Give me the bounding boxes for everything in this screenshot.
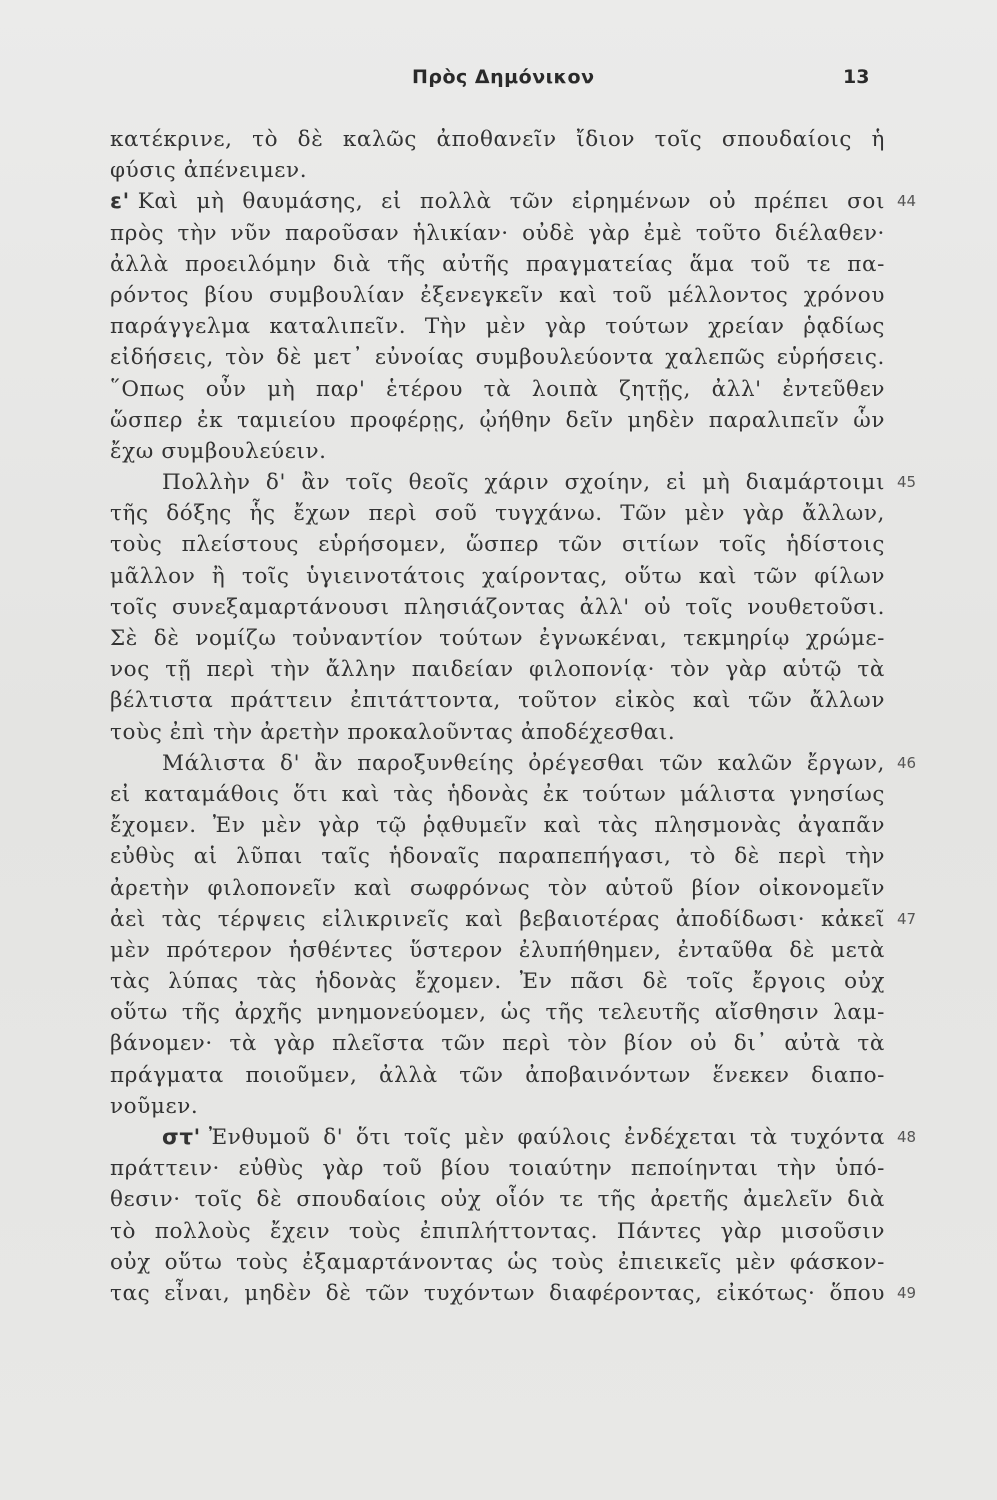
body-text <box>110 124 885 1309</box>
text-line <box>110 748 885 779</box>
line-text: θεσιν· τοῖς δὲ σπουδαίοις οὐχ οἷόν τε τῆς ἀρετῆς ἀμελεῖν διὰ <box>110 1187 885 1213</box>
text-line <box>110 467 885 498</box>
text-line <box>110 1278 885 1309</box>
line-text: πράττειν· εὐθὺς γὰρ τοῦ βίου τοιαύτην πεποίηνται τὴν ὑπό- <box>110 1156 885 1182</box>
margin-number: 47 <box>897 910 917 928</box>
line-text: ρόντος βίου συμβουλίαν ἐξενεγκεῖν καὶ τοῦ μέλλοντος χρόνου <box>110 282 885 308</box>
text-line <box>110 623 885 654</box>
line-text: πράγματα ποιοῦμεν, ἀλλὰ τῶν ἀποβαινόντων ἕνεκεν διαπο- <box>110 1062 885 1088</box>
line-text: παράγγελμα καταλιπεῖν. Τὴν μὲν γὰρ τούτων χρείαν ῥᾳδίως <box>110 314 885 340</box>
line-text: νος τῇ περὶ τὴν ἄλλην παιδείαν φιλοπονίᾳ· τὸν γὰρ αὑτῷ τὰ <box>110 657 885 683</box>
text-line <box>110 935 885 966</box>
text-line <box>110 1247 885 1278</box>
margin-number: 45 <box>897 473 917 492</box>
line-text: ὥσπερ ἐκ ταμιείου προφέρῃς, ᾠήθην δεῖν μηδὲν παραλιπεῖν ὧν <box>110 407 885 433</box>
line-text: βάνομεν· τὰ γὰρ πλεῖστα τῶν περὶ τὸν βίον οὐ δι᾽ αὐτὰ τὰ <box>110 1031 885 1057</box>
text-line <box>110 124 885 155</box>
line-text: τας εἶναι, μηδὲν δὲ τῶν τυχόντων διαφέροντας, εἰκότως· ὅπου <box>110 1280 885 1306</box>
line-text: Σὲ δὲ νομίζω τοὐναντίον τούτων ἐγνωκέναι, τεκμηρίῳ χρώμε- <box>110 626 885 651</box>
line-text: πρὸς τὴν νῦν παροῦσαν ἡλικίαν· οὐδὲ γὰρ ἐμὲ τοῦτο διέλαθεν· <box>110 220 885 246</box>
line-text: τοὺς πλείστους εὑρήσομεν, ὥσπερ τῶν σιτίων τοῖς ἡδίστοις <box>110 532 885 558</box>
line-text: ἔχω συμβουλεύειν. <box>110 438 327 464</box>
text-line <box>110 654 885 685</box>
text-line <box>110 374 885 405</box>
line-text: εἰ καταμάθοις ὅτι καὶ τὰς ἡδονὰς ἐκ τούτων μάλιστα γνησίως <box>110 781 885 807</box>
text-line <box>110 1028 885 1059</box>
line-text: κατέκρινε, τὸ δὲ καλῶς ἀποθανεῖν ἴδιον τοῖς σπουδαίοις ἡ <box>110 127 885 152</box>
text-line <box>110 810 885 841</box>
line-text: βέλτιστα πράττειν ἐπιτάττοντα, τοῦτον εἰκὸς καὶ τῶν ἄλλων <box>110 688 885 714</box>
line-text: ἔχομεν. Ἐν μὲν γὰρ τῷ ῥᾳθυμεῖν καὶ τὰς πλησμονὰς ἀγαπᾶν <box>110 813 885 839</box>
running-head <box>0 66 997 96</box>
text-line <box>110 1184 885 1215</box>
text-line <box>110 1153 885 1184</box>
line-text: τοὺς ἐπὶ τὴν ἀρετὴν προκαλοῦντας ἀποδέχεσθαι. <box>110 719 676 745</box>
text-line <box>110 155 885 186</box>
text-line <box>110 498 885 529</box>
text-line <box>110 717 885 748</box>
line-text: Πολλὴν δ' ἂν τοῖς θεοῖς χάριν σχοίην, εἰ μὴ διαμάρτοιμι <box>162 470 885 496</box>
line-text: εὐθὺς αἱ λῦπαι ταῖς ἡδοναῖς παραπεπήγασι, τὸ δὲ περὶ τὴν <box>110 844 885 870</box>
text-line <box>110 280 885 311</box>
line-text: ῞Οπως οὖν μὴ παρ' ἑτέρου τὰ λοιπὰ ζητῇς, ἀλλ' ἐντεῦθεν <box>110 376 885 402</box>
line-text: ἀλλὰ προειλόμην διὰ τῆς αὐτῆς πραγματείας ἅμα τοῦ τε πα- <box>110 251 885 277</box>
text-line <box>110 904 885 935</box>
line-text: μὲν πρότερον ἡσθέντες ὕστερον ἐλυπήθημεν, ἐνταῦθα δὲ μετὰ <box>110 937 885 963</box>
line-text: Μάλιστα δ' ἂν παροξυνθείης ὀρέγεσθαι τῶν καλῶν ἔργων, <box>162 750 885 776</box>
line-text: Ἐνθυμοῦ δ' ὅτι τοῖς μὲν φαύλοις ἐνδέχεται τὰ τυχόντα <box>208 1125 885 1150</box>
line-text: ἀεὶ τὰς τέρψεις εἰλικρινεῖς καὶ βεβαιοτέρας ἀποδίδωσι· κἀκεῖ <box>110 906 885 932</box>
text-line <box>110 436 885 467</box>
line-text: μᾶλλον ἢ τοῖς ὑγιεινοτάτοις χαίροντας, οὕτω καὶ τῶν φίλων <box>110 563 885 589</box>
line-text: οὐχ οὕτω τοὺς ἐξαμαρτάνοντας ὡς τοὺς ἐπιεικεῖς μὲν φάσκον- <box>110 1249 885 1275</box>
text-line <box>110 685 885 716</box>
margin-number: 46 <box>897 754 917 772</box>
line-text: οὕτω τῆς ἀρχῆς μνημονεύομεν, ὡς τῆς τελευτῆς αἴσθησιν λαμ- <box>110 1000 885 1026</box>
text-line <box>110 592 885 623</box>
text-line <box>110 186 885 217</box>
line-text: φύσις ἀπένειμεν. <box>110 158 308 184</box>
line-text: νοῦμεν. <box>110 1093 199 1119</box>
text-line <box>110 249 885 280</box>
line-text: εἰδήσεις, τὸν δὲ μετ᾽ εὐνοίας συμβουλεύοντα χαλεπῶς εὑρήσεις. <box>110 345 885 371</box>
text-line <box>110 779 885 810</box>
running-title: Πρὸς Δημόνικον <box>412 66 595 88</box>
margin-number: 49 <box>897 1284 917 1303</box>
text-line <box>110 218 885 249</box>
text-line <box>110 997 885 1028</box>
text-line <box>110 311 885 342</box>
text-line <box>110 405 885 436</box>
line-text: τὸ πολλοὺς ἔχειν τοὺς ἐπιπλήττοντας. Πάντες γὰρ μισοῦσιν <box>110 1218 885 1244</box>
margin-number: 44 <box>897 192 917 211</box>
text-line <box>110 1060 885 1091</box>
line-text: Καὶ μὴ θαυμάσης, εἰ πολλὰ τῶν εἰρημένων οὐ πρέπει σοι <box>137 189 885 215</box>
line-text: τὰς λύπας τὰς ἡδονὰς ἔχομεν. Ἐν πᾶσι δὲ τοῖς ἔργοις οὐχ <box>110 969 885 995</box>
line-text: τοῖς συνεξαμαρτάνουσι πλησιάζοντας ἀλλ' οὐ τοῖς νουθετοῦσι. <box>110 594 885 620</box>
page-number: 13 <box>843 66 870 88</box>
text-line <box>110 529 885 560</box>
text-line <box>110 1122 885 1153</box>
margin-number: 48 <box>897 1128 917 1147</box>
line-text: ἀρετὴν φιλοπονεῖν καὶ σωφρόνως τὸν αὑτοῦ βίον οἰκονομεῖν <box>110 875 885 901</box>
line-text: τῆς δόξης ἧς ἔχων περὶ σοῦ τυγχάνω. Τῶν μὲν γὰρ ἄλλων, <box>110 501 885 527</box>
text-line <box>110 561 885 592</box>
text-line <box>110 966 885 997</box>
text-line <box>110 1216 885 1247</box>
text-line <box>110 1091 885 1122</box>
text-line <box>110 841 885 872</box>
text-line <box>110 342 885 373</box>
text-line <box>110 873 885 904</box>
section-marker: ε' <box>110 189 130 215</box>
section-marker: στ' <box>162 1125 201 1150</box>
